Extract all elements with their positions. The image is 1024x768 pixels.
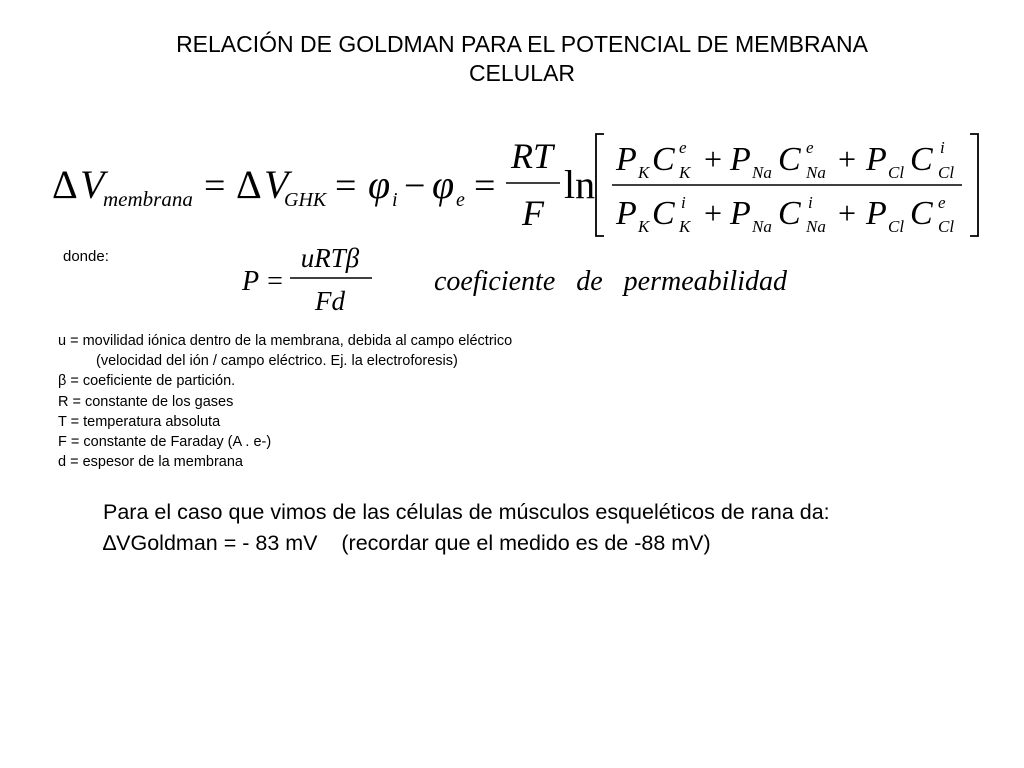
permeability-description: coeficiente de permeabilidad xyxy=(434,266,787,297)
equals-1: = xyxy=(204,165,226,207)
result-note-line-2: ∆VGoldman = - 83 mV (recordar que el medido es de -88 mV) xyxy=(103,531,711,555)
sub-k-den-c: K xyxy=(679,217,691,236)
definition-u: u = movilidad iónica dentro de la membrana, debida al campo eléctrico xyxy=(58,333,513,349)
fraction-f: F xyxy=(522,193,544,233)
subscript-e: e xyxy=(456,189,465,211)
sub-k-num-c: K xyxy=(679,163,691,182)
subscript-i: i xyxy=(392,189,398,211)
donde-label: donde: xyxy=(63,248,109,265)
title-line-1: RELACIÓN DE GOLDMAN PARA EL POTENCIAL DE MEMBRANA xyxy=(176,31,868,57)
delta-symbol-1: Δ xyxy=(52,162,78,207)
sub-k-den-p: K xyxy=(638,217,650,236)
p-cl-den: P xyxy=(866,195,887,232)
sup-e-cl-den: e xyxy=(938,193,946,212)
definition-t: T = temperatura absoluta xyxy=(58,413,221,430)
equals-2: = xyxy=(335,165,357,207)
result-note-line-1: Para el caso que vimos de las células de músculos esqueléticos de rana da: xyxy=(103,500,830,524)
slide-title xyxy=(0,30,1024,88)
plus-num-1: + xyxy=(704,141,723,177)
p-numerator: uRTβ xyxy=(300,243,360,273)
goldman-equation-svg xyxy=(0,120,1024,250)
c-na-den: C xyxy=(778,195,801,232)
right-bracket xyxy=(970,134,978,236)
definition-f: F = constante de Faraday (A . e-) xyxy=(58,434,272,451)
p-k-num: P xyxy=(616,141,637,178)
c-k-num: C xyxy=(652,141,675,178)
sub-na-num-p: Na xyxy=(752,163,772,182)
plus-den-2: + xyxy=(838,195,857,231)
p-na-den: P xyxy=(730,195,751,232)
sub-na-num-c: Na xyxy=(806,163,826,182)
minus-sign: − xyxy=(404,165,426,207)
sub-cl-den-p: Cl xyxy=(888,217,905,236)
c-na-num: C xyxy=(778,141,801,178)
phi-e: φ xyxy=(432,162,455,207)
delta-symbol-2: Δ xyxy=(236,162,262,207)
p-denominator: Fd xyxy=(315,286,345,316)
p-lhs xyxy=(241,266,283,297)
sup-i-cl-num: i xyxy=(940,138,945,157)
plus-num-2: + xyxy=(838,141,857,177)
fraction-rt: RT xyxy=(510,136,554,176)
p-equals: = xyxy=(267,266,283,297)
sub-cl-den-c: Cl xyxy=(938,217,955,236)
sup-i-k-den: i xyxy=(681,193,686,212)
sub-k-num-p: K xyxy=(638,163,650,182)
left-bracket xyxy=(596,134,604,236)
c-cl-num: C xyxy=(910,141,933,178)
sub-na-den-p: Na xyxy=(752,217,772,236)
result-note xyxy=(103,497,830,559)
ghk-denominator xyxy=(615,193,954,236)
subscript-membrana: membrana xyxy=(103,187,193,211)
sup-i-na-den: i xyxy=(808,193,813,212)
c-cl-den: C xyxy=(910,195,933,232)
goldman-equation xyxy=(0,120,1024,250)
definition-u-detail: (velocidad del ión / campo eléctrico. Ej. la electroforesis) xyxy=(96,353,458,370)
definition-d: d = espesor de la membrana xyxy=(58,454,243,471)
permeability-equation xyxy=(230,240,870,320)
subscript-ghk: GHK xyxy=(284,189,327,211)
p-na-num: P xyxy=(730,141,751,178)
p-k-den: P xyxy=(616,195,637,232)
permeability-equation-svg xyxy=(230,240,870,320)
definitions-list xyxy=(58,331,512,472)
v-symbol-2: V xyxy=(264,162,289,207)
definition-beta: β = coeficiente de partición. xyxy=(58,373,236,390)
p-cl-num: P xyxy=(866,141,887,178)
title-line-2: CELULAR xyxy=(468,60,576,86)
definition-r: R = constante de los gases xyxy=(58,393,234,410)
equals-3: = xyxy=(474,165,496,207)
plus-den-1: + xyxy=(704,195,723,231)
ln-symbol: ln xyxy=(564,162,596,207)
ghk-numerator xyxy=(615,138,954,182)
sup-e-k-num: e xyxy=(679,138,687,157)
sup-e-na-num: e xyxy=(806,138,814,157)
sub-cl-num-c: Cl xyxy=(938,163,955,182)
sub-cl-num-p: Cl xyxy=(888,163,905,182)
phi-i: φ xyxy=(368,162,391,207)
p-letter: P xyxy=(242,266,260,297)
sub-na-den-c: Na xyxy=(806,217,826,236)
v-symbol-1: V xyxy=(80,162,105,207)
c-k-den: C xyxy=(652,195,675,232)
